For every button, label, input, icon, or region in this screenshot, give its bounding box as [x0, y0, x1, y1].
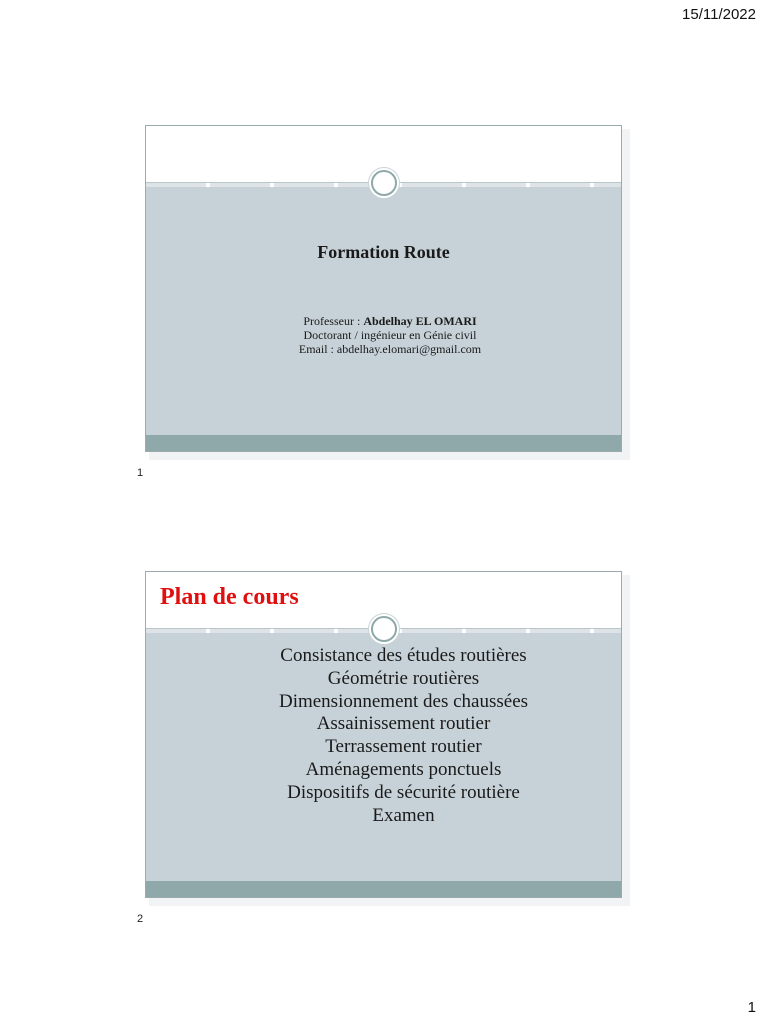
professor-line — [260, 314, 520, 328]
slide-2-number: 2 — [137, 913, 144, 925]
slide-2-title: Plan de cours — [160, 584, 299, 610]
slide-1-footer — [146, 435, 621, 451]
course-item: Consistance des études routières — [280, 645, 527, 666]
course-item: Examen — [372, 804, 435, 826]
course-item: Géométrie routières — [327, 667, 480, 689]
course-plan-list — [146, 645, 621, 827]
slide-2-footer — [146, 881, 621, 897]
professor-email: Email : abdelhay.elomari@gmail.com — [298, 342, 482, 356]
course-item: Aménagements ponctuels — [305, 758, 502, 780]
slide-1-circle-ornament — [371, 170, 397, 196]
course-item: Dimensionnement des chaussées — [278, 690, 529, 712]
slide-1-number: 1 — [137, 467, 144, 479]
professor-label: Professeur : — [303, 314, 364, 328]
slide-2-circle-ornament — [371, 616, 397, 642]
slide-1 — [145, 125, 622, 452]
page-number: 1 — [747, 999, 756, 1016]
course-item: Terrassement routier — [325, 736, 482, 758]
course-item: Assainissement routier — [316, 713, 491, 735]
slide-1-info — [260, 314, 520, 356]
professor-name: Abdelhay EL OMARI — [363, 314, 477, 328]
slide-2 — [145, 571, 622, 898]
slide-1-title: Formation Route — [317, 242, 450, 262]
course-item: Dispositifs de sécurité routière — [287, 781, 520, 803]
professor-role: Doctorant / ingénieur en Génie civil — [303, 328, 477, 342]
page-date: 15/11/2022 — [682, 6, 756, 23]
